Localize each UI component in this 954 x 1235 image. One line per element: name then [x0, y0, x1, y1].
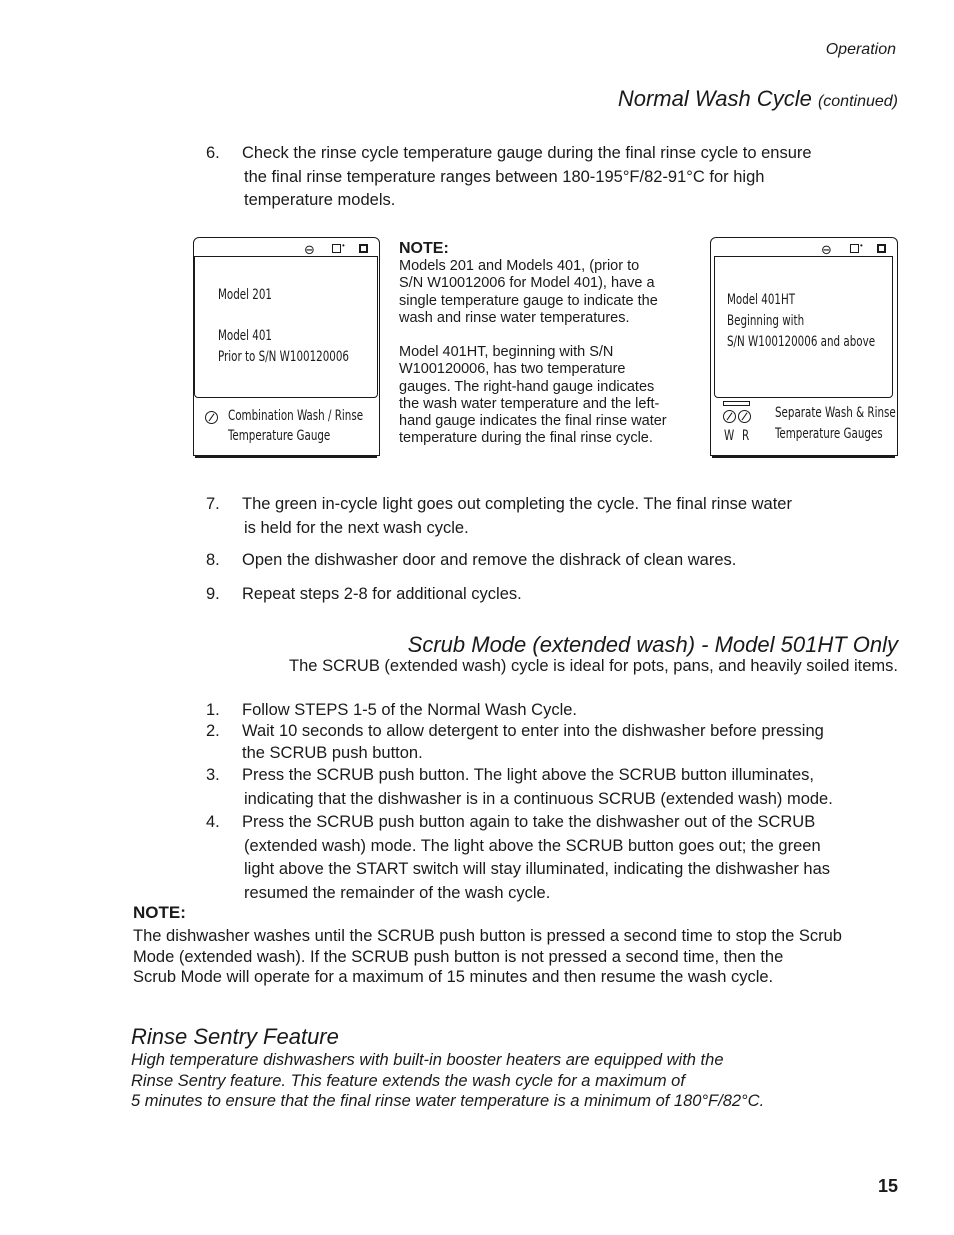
gauge-caption-line-1: Separate Wash & Rinse: [775, 405, 896, 421]
step-text: [242, 493, 882, 540]
scrub-step-1: [206, 699, 886, 721]
step-text: [242, 549, 882, 573]
label-model-401ht: Model 401HT: [727, 292, 796, 308]
note-line: hand gauge indicates the final rinse water: [399, 413, 667, 430]
section-title-rinse-sentry: Rinse Sentry Feature: [131, 1024, 339, 1049]
label-model-401: Model 401: [218, 328, 273, 344]
power-icon: ⊖: [304, 242, 315, 257]
note-line: temperature during the final rinse cycle.: [399, 430, 653, 447]
step-number: 3.: [206, 766, 220, 784]
step-text: [242, 142, 882, 213]
scrub-note-body: [133, 926, 893, 988]
scrub-step-2: [206, 720, 886, 764]
step-number: 2.: [206, 722, 220, 740]
gauge-label-w: W: [724, 428, 735, 444]
start-button-icon: [850, 244, 859, 253]
step-text: [242, 699, 882, 721]
gauge-caption-line-2: Temperature Gauge: [228, 428, 331, 444]
display-icon: [877, 244, 886, 253]
page-number: 15: [877, 1176, 898, 1196]
panel-window-left: [194, 256, 378, 398]
panel-window-right: [714, 256, 893, 398]
section-title-scrub-mode: Scrub Mode (extended wash) - Model 501HT Only: [407, 632, 898, 657]
panel-diagram-right: [710, 237, 898, 456]
panel-diagram-left: [193, 237, 380, 456]
power-icon: ⊖: [821, 242, 832, 257]
step-number: 9.: [206, 585, 220, 603]
step-line: temperature models.: [244, 191, 396, 209]
rinse-line: Rinse Sentry feature. This feature extends the wash cycle for a maximum of: [131, 1071, 685, 1090]
label-serial-above: S/N W100120006 and above: [727, 334, 876, 350]
scrub-step-3: [206, 764, 886, 812]
step-number: 7.: [206, 495, 220, 513]
step-8: [206, 549, 886, 573]
note-line: W100120006, has two temperature: [399, 361, 626, 378]
label-model-201: Model 201: [218, 287, 273, 303]
step-text: [242, 720, 882, 764]
note-line: gauges. The right-hand gauge indicates: [399, 378, 655, 395]
step-line: is held for the next wash cycle.: [244, 518, 469, 537]
section-title-suffix: (continued): [817, 93, 898, 110]
running-head: Operation: [825, 41, 896, 58]
gauge-bracket-icon: [723, 401, 750, 406]
step-line: Press the SCRUB push button again to take the dishwasher out of the SCRUB: [242, 813, 816, 831]
note-middle: [399, 240, 699, 447]
scrub-subtitle: The SCRUB (extended wash) cycle is ideal for pots, pans, and heavily soiled items.: [289, 657, 898, 675]
label-beginning-with: Beginning with: [727, 313, 805, 329]
note-heading: NOTE:: [399, 240, 449, 257]
step-number: 8.: [206, 551, 220, 569]
note-line: Mode (extended wash). If the SCRUB push button is not pressed a second time, then the: [133, 947, 784, 966]
step-line: (extended wash) mode. The light above the SCRUB button goes out; the green: [244, 836, 821, 855]
step-line: Check the rinse cycle temperature gauge during the final rinse cycle to ensure: [242, 144, 812, 162]
step-line: resumed the remainder of the wash cycle.: [244, 883, 551, 902]
step-line: light above the START switch will stay illuminated, indicating the dishwasher has: [244, 860, 831, 878]
indicator-dot-icon: •: [860, 241, 863, 250]
step-line: the SCRUB push button.: [242, 744, 423, 762]
note-line: S/N W10012006 for Model 401), have a: [399, 275, 655, 292]
step-line: Press the SCRUB push button. The light above the SCRUB button illuminates,: [242, 766, 814, 784]
scrub-note-heading: NOTE:: [133, 903, 186, 922]
step-line: Repeat steps 2-8 for additional cycles.: [242, 585, 522, 603]
temperature-gauge-icon: [205, 411, 218, 424]
note-line: wash and rinse water temperatures.: [399, 309, 630, 326]
note-line: Scrub Mode will operate for a maximum of 15 minutes and then resume the wash cycle.: [133, 968, 774, 986]
step-line: Wait 10 seconds to allow detergent to enter into the dishwasher before pressing: [242, 722, 824, 740]
note-line: single temperature gauge to indicate the: [399, 292, 658, 309]
note-line: Models 201 and Models 401, (prior to: [399, 258, 640, 275]
panel-base-right: [712, 455, 895, 458]
step-text: [242, 811, 882, 905]
rinse-sentry-body: [131, 1050, 891, 1112]
step-line: The green in-cycle light goes out completing the cycle. The final rinse water: [242, 495, 792, 513]
rinse-line: 5 minutes to ensure that the final rinse water temperature is a minimum of 180°F/82°C.: [131, 1092, 765, 1110]
gauge-caption-line-2: Temperature Gauges: [775, 426, 883, 442]
start-button-icon: [332, 244, 341, 253]
gauge-caption-line-1: Combination Wash / Rinse: [228, 408, 364, 424]
note-line: The dishwasher washes until the SCRUB push button is pressed a second time to stop the Scrub: [133, 927, 842, 945]
label-prior-serial: Prior to S/N W100120006: [218, 349, 350, 365]
step-number: 4.: [206, 813, 220, 831]
step-line: Follow STEPS 1-5 of the Normal Wash Cycle.: [242, 701, 577, 719]
gauge-label-r: R: [742, 428, 750, 444]
panel-base-left: [195, 455, 377, 458]
rinse-line: High temperature dishwashers with built-in booster heaters are equipped with the: [131, 1051, 724, 1069]
step-line: Open the dishwasher door and remove the dishrack of clean wares.: [242, 551, 737, 569]
note-line: Model 401HT, beginning with S/N: [399, 344, 614, 361]
wash-gauge-icon: [723, 410, 736, 423]
note-spacer: [399, 327, 699, 344]
step-line: the final rinse temperature ranges between 180-195°F/82-91°C for high: [244, 167, 765, 186]
step-9: [206, 583, 886, 607]
step-number: 1.: [206, 701, 220, 719]
step-number: 6.: [206, 144, 220, 162]
indicator-dot-icon: •: [342, 241, 345, 250]
step-text: [242, 764, 882, 811]
step-text: [242, 583, 882, 607]
display-icon: [359, 244, 368, 253]
step-6: [206, 142, 886, 214]
note-line: the wash water temperature and the left-: [399, 395, 660, 412]
step-line: indicating that the dishwasher is in a continuous SCRUB (extended wash) mode.: [244, 789, 833, 808]
step-7: [206, 493, 886, 541]
scrub-step-4: [206, 811, 886, 905]
rinse-gauge-icon: [738, 410, 751, 423]
section-title-text: Normal Wash Cycle: [617, 86, 812, 111]
section-title-normal-wash: [618, 86, 898, 112]
